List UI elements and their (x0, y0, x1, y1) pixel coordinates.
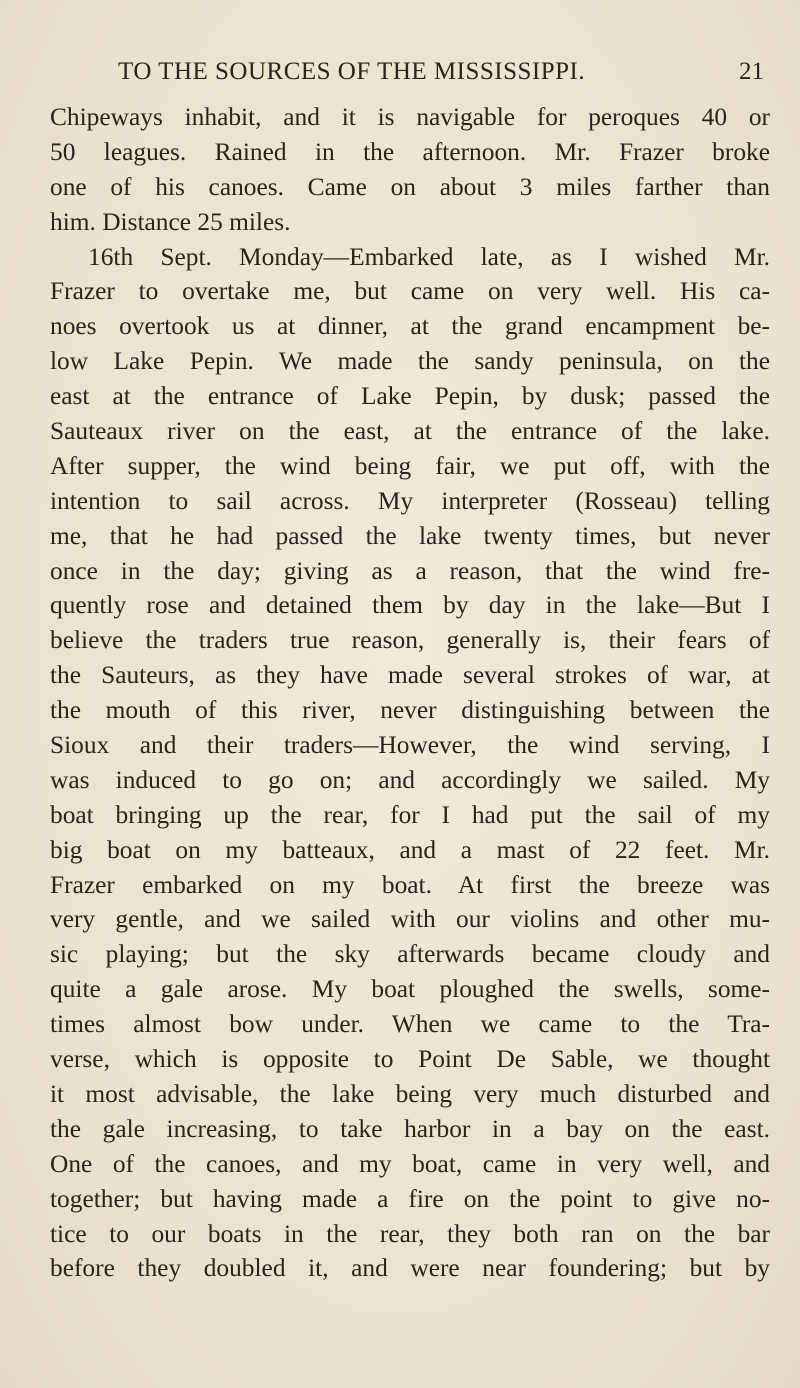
running-head: TO THE SOURCES OF THE MISSISSIPPI. (118, 58, 586, 85)
text-line: the Sauteurs, as they have made several strokes of war, at (50, 661, 770, 690)
text-line: was induced to go on; and accordingly we sailed. My (50, 765, 770, 794)
text-line: the mouth of this river, never distinguishing between the (50, 696, 770, 725)
text-line: verse, which is opposite to Point De Sable, we thought (50, 1045, 770, 1074)
text-line: him. Distance 25 miles. (50, 207, 291, 236)
text-line: times almost bow under. When we came to the Tra- (50, 1010, 770, 1039)
text-line: quently rose and detained them by day in the lake—But I (50, 591, 770, 620)
text-line: noes overtook us at dinner, at the grand encampment be- (50, 312, 770, 341)
text-line: Sioux and their traders—However, the wind serving, I (50, 731, 770, 760)
text-line: the gale increasing, to take harbor in a bay on the east. (50, 1114, 770, 1143)
text-line: quite a gale arose. My boat ploughed the swells, some- (50, 975, 770, 1004)
text-line: Frazer embarked on my boat. At first the breeze was (50, 870, 770, 899)
text-line: tice to our boats in the rear, they both ran on the bar (50, 1219, 770, 1248)
text-line: together; but having made a fire on the point to give no- (50, 1184, 770, 1213)
text-line: sic playing; but the sky afterwards became cloudy and (50, 940, 770, 969)
text-line: big boat on my batteaux, and a mast of 22 feet. Mr. (50, 835, 770, 864)
text-line: Frazer to overtake me, but came on very well. His ca- (50, 277, 770, 306)
text-line: believe the traders true reason, generally is, their fears of (50, 626, 770, 655)
text-line: Chipeways inhabit, and it is navigable for peroques 40 or (50, 103, 770, 131)
text-line: me, that he had passed the lake twenty times, but never (50, 521, 770, 550)
text-line: very gentle, and we sailed with our violins and other mu- (50, 905, 770, 934)
text-line: intention to sail across. My interpreter (Rosseau) telling (50, 486, 770, 515)
text-line: it most advisable, the lake being very much disturbed and (50, 1079, 770, 1108)
text-line: boat bringing up the rear, for I had put the sail of my (50, 800, 770, 829)
text-line: After supper, the wind being fair, we put off, with the (50, 451, 770, 480)
text-line: One of the canoes, and my boat, came in very well, and (50, 1149, 770, 1178)
text-line: 16th Sept. Monday—Embarked late, as I wished Mr. (88, 242, 770, 271)
text-line: 50 leagues. Rained in the afternoon. Mr. Frazer broke (50, 137, 770, 166)
text-line: Sauteaux river on the east, at the entrance of the lake. (50, 417, 770, 446)
text-line: one of his canoes. Came on about 3 miles farther than (50, 172, 770, 201)
text-line: before they doubled it, and were near foundering; but by (50, 1254, 770, 1283)
text-line: low Lake Pepin. We made the sandy peninsula, on the (50, 347, 770, 376)
text-line: east at the entrance of Lake Pepin, by dusk; passed the (50, 382, 770, 411)
page-header (0, 58, 800, 98)
body-text (50, 100, 770, 1286)
text-line: once in the day; giving as a reason, that the wind fre- (50, 556, 770, 585)
page-number: 21 (739, 58, 764, 85)
